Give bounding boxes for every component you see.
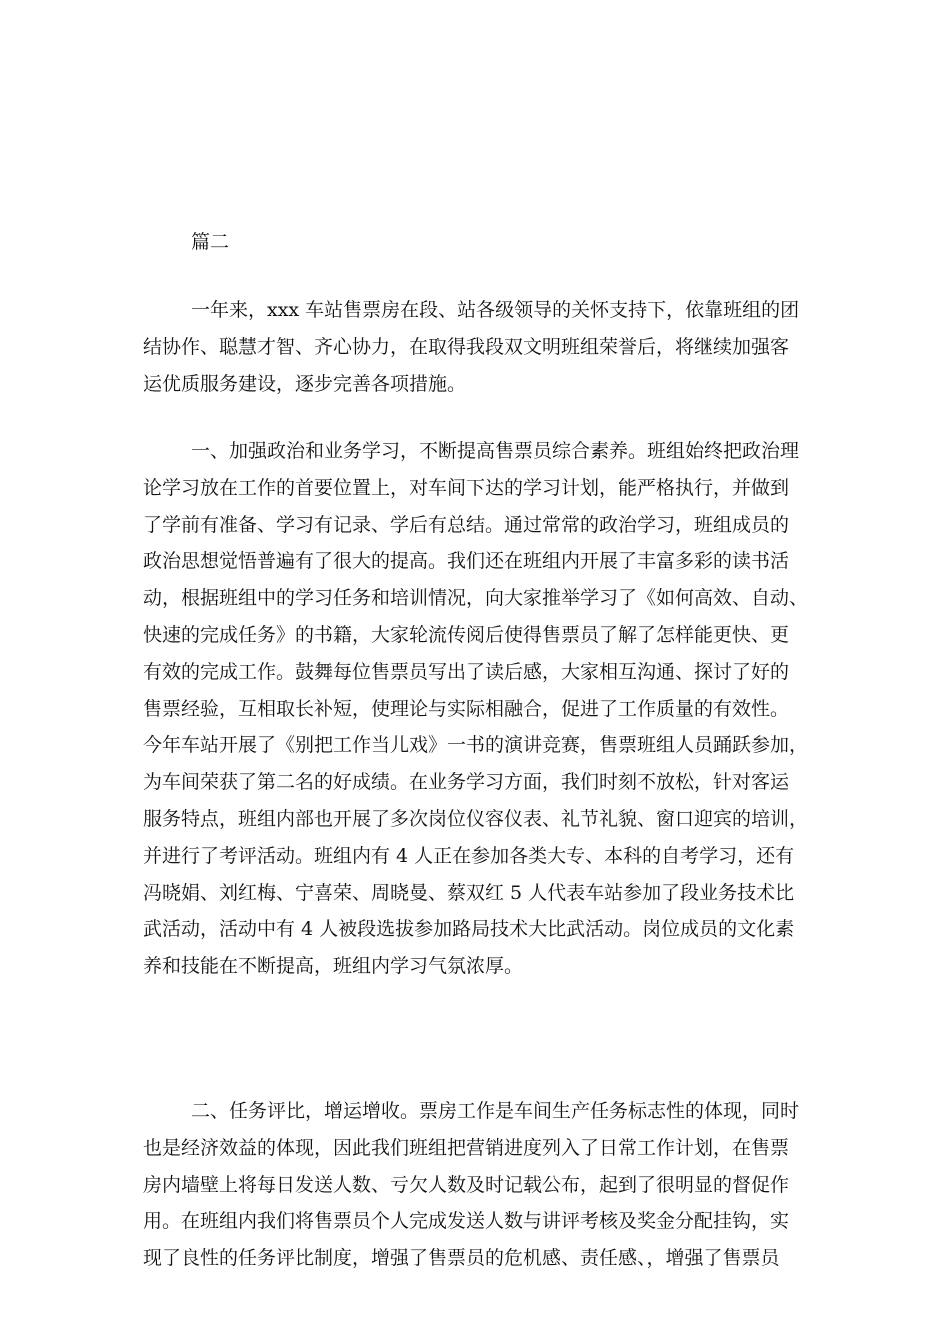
text-line: 动，根据班组中的学习任务和培训情况，向大家推举学习了《如何高效、自动、 xyxy=(143,587,809,610)
text-line: 一年来，xxx 车站售票房在段、站各级领导的关怀支持下，依靠班组的团 xyxy=(191,299,800,321)
text-line: 武活动，活动中有 4 人被段选拔参加路局技术大比武活动。岗位成员的文化素 xyxy=(143,918,795,941)
text-line: 养和技能在不断提高，班组内学习气氛浓厚。 xyxy=(143,955,524,978)
text-line: 政治思想觉悟普遍有了很大的提高。我们还在班组内开展了丰富多彩的读书活 xyxy=(143,550,790,573)
text-line: 一、加强政治和业务学习，不断提高售票员综合素养。班组始终把政治理 xyxy=(191,440,800,462)
text-line: 现了良性的任务评比制度，增强了售票员的危机感、责任感、，增强了售票员 xyxy=(143,1247,780,1270)
text-line: 快速的完成任务》的书籍，大家轮流传阅后使得售票员了解了怎样能更快、更 xyxy=(143,623,790,646)
paragraph-evaluation xyxy=(143,1093,813,1277)
text-line: 售票经验，互相取长补短，使理论与实际相融合，促进了工作质量的有效性。 xyxy=(143,697,790,720)
text-line: 房内墙壁上将每日发送人数、亏欠人数及时记载公布，起到了很明显的督促作 xyxy=(143,1173,790,1196)
text-line: 用。在班组内我们将售票员个人完成发送人数与讲评考核及奖金分配挂钩，实 xyxy=(143,1210,790,1233)
text-line: 并进行了考评活动。班组内有 4 人正在参加各类大专、本科的自考学习，还有 xyxy=(143,844,795,867)
text-line: 服务特点，班组内部也开展了多次岗位仪容仪表、礼节礼貌、窗口迎宾的培训， xyxy=(143,807,809,830)
text-line: 结协作、聪慧才智、齐心协力，在取得我段双文明班组荣誉后，将继续加强客 xyxy=(143,335,790,358)
text-line: 了学前有准备、学习有记录、学后有总结。通过常常的政治学习，班组成员的 xyxy=(143,513,790,536)
text-line: 今年车站开展了《别把工作当儿戏》一书的演讲竞赛，售票班组人员踊跃参加， xyxy=(143,734,809,757)
text-line: 二、任务评比，增运增收。票房工作是车间生产任务标志性的体现，同时 xyxy=(191,1100,800,1122)
text-line: 运优质服务建设，逐步完善各项措施。 xyxy=(143,372,467,395)
section-heading: 篇二 xyxy=(191,231,230,253)
text-line: 冯晓娟、刘红梅、宁喜荣、周晓曼、蔡双红 5 人代表车站参加了段业务技术比 xyxy=(143,881,795,904)
paragraph-intro xyxy=(143,292,813,402)
paragraph-study xyxy=(143,433,813,985)
text-line: 有效的完成工作。鼓舞每位售票员写出了读后感，大家相互沟通、探讨了好的 xyxy=(143,660,790,683)
text-line: 也是经济效益的体现，因此我们班组把营销进度列入了日常工作计划，在售票 xyxy=(143,1136,790,1159)
text-line: 论学习放在工作的首要位置上，对车间下达的学习计划，能严格执行，并做到 xyxy=(143,476,790,499)
text-line: 为车间荣获了第二名的好成绩。在业务学习方面，我们时刻不放松，针对客运 xyxy=(143,771,790,794)
